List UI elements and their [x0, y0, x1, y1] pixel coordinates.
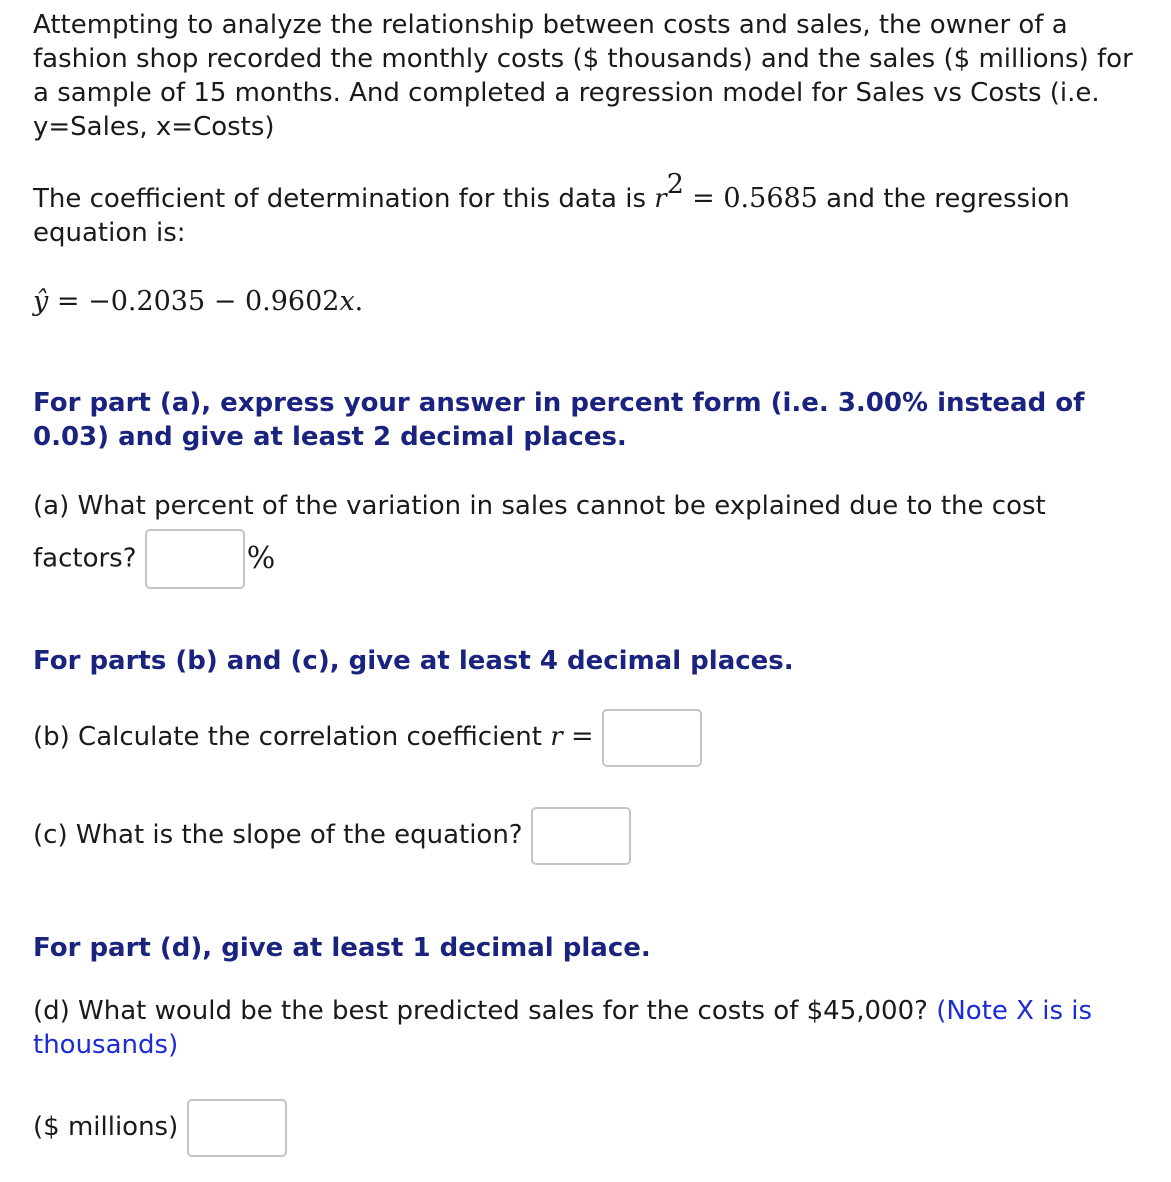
part-a-question-text: (a) What percent of the variation in sales cannot be explained due to the cost factors?: [33, 491, 1046, 574]
part-d-unit-label: ($ millions): [33, 1112, 179, 1142]
part-d-instruction: For part (d), give at least 1 decimal place.: [33, 933, 651, 963]
part-d-answer-row: [33, 1097, 1143, 1157]
part-c-answer-input[interactable]: [531, 807, 631, 865]
equation-period: .: [354, 286, 364, 317]
r-power: 2: [666, 169, 684, 201]
percent-sign: %: [246, 541, 276, 576]
coefficient-statement: [33, 169, 1143, 250]
part-a-instruction: For part (a), express your answer in percent form (i.e. 3.00% instead of 0.03) and give at least 2 decimal places.: [33, 388, 1085, 452]
problem-intro: Attempting to analyze the relationship between costs and sales, the owner of a fashion shop recorded the monthly costs ($ thousands) and the sales ($ millions) for a sample of 15 months. And completed a regression model for Sales vs Costs (i.e. y=Sales, x=Costs): [33, 10, 1133, 142]
part-c-question: [33, 805, 1143, 865]
r-symbol: r: [654, 184, 667, 214]
part-a-question: [33, 483, 1143, 589]
part-d-question-text: (d) What would be the best predicted sales for the costs of $45,000?: [33, 996, 928, 1026]
part-a-answer-input[interactable]: [145, 529, 245, 589]
part-b-question: [33, 707, 1143, 767]
part-c-question-text: (c) What is the slope of the equation?: [33, 820, 523, 850]
part-bc-instruction: For parts (b) and (c), give at least 4 decimal places.: [33, 646, 794, 676]
part-d-question: [33, 994, 1143, 1062]
coefficient-prefix: The coefficient of determination for this data is: [33, 184, 647, 214]
b-equals: =: [570, 721, 594, 752]
part-b-answer-input[interactable]: [602, 709, 702, 767]
r-symbol-b: r: [550, 722, 563, 752]
equation-rhs: = −0.2035 − 0.9602: [56, 286, 340, 317]
x-symbol: x: [339, 286, 355, 317]
y-hat-symbol: ŷ: [33, 286, 49, 317]
part-d-answer-input[interactable]: [187, 1099, 287, 1157]
coefficient-suffix: and the regression equation is:: [33, 184, 1070, 248]
part-b-question-text: (b) Calculate the correlation coefficient: [33, 722, 542, 752]
r-squared-value: = 0.5685: [692, 183, 818, 214]
regression-equation: [33, 285, 1143, 319]
part-d-note: (Note X is is thousands): [33, 996, 1093, 1060]
